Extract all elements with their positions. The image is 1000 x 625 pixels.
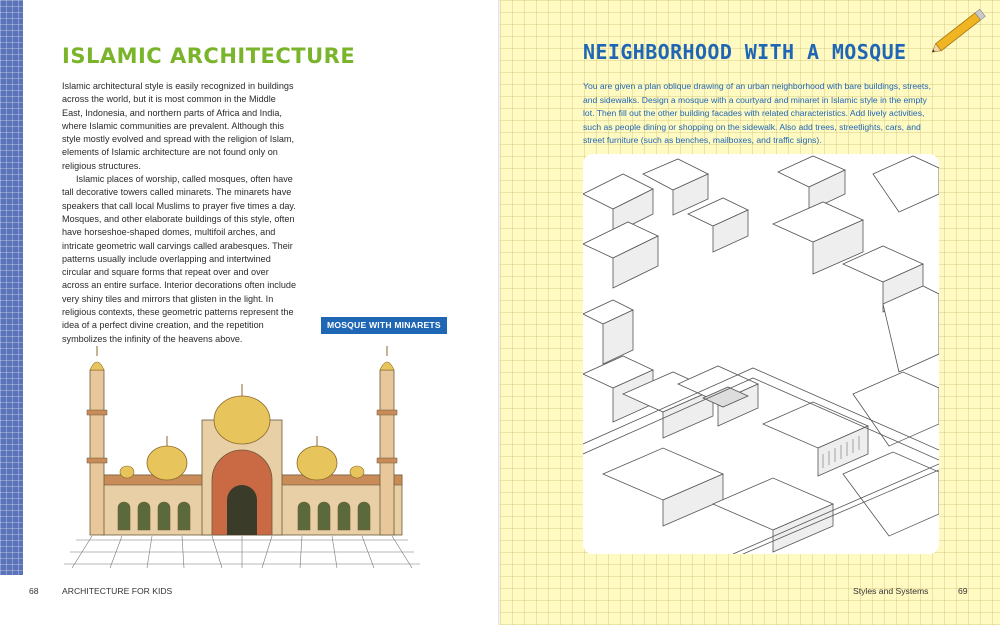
running-head-right: Styles and Systems: [853, 586, 929, 596]
left-body-text: [62, 80, 298, 346]
pencil-icon: [925, 0, 995, 62]
figure-caption: MOSQUE WITH MINARETS: [321, 317, 447, 334]
page-number-left: 68: [29, 586, 39, 596]
page-number-right: 69: [958, 586, 968, 596]
page-title-right: NEIGHBORHOOD WITH A MOSQUE: [583, 40, 907, 64]
paragraph-2: Islamic places of worship, called mosques, often have tall decorative towers called minarets. The minarets have speakers that call local Muslims to prayer five times a day. Mosques, and other elaborate buildings of this style, often have horseshoe-shaped domes, multifoil arches, and intricate geometric wall carvings called arabesques. Their patterns usually include overlapping and intertwined circular and square forms that repeat over and over across an entire surface. Interior decorations often include very shiny tiles and mirrors that glisten in the light. In religious contexts, these geometric patterns represent the idea of a perfect divine creation, and the repetition symbolizes the infinity of the heavens above.: [62, 174, 297, 344]
floor-grid: [64, 536, 420, 568]
page-title-left: ISLAMIC ARCHITECTURE: [62, 44, 356, 68]
mosque-illustration: [62, 340, 422, 570]
minaret-right: [377, 346, 397, 535]
minaret-left: [87, 346, 107, 535]
running-head-left: ARCHITECTURE FOR KIDS: [62, 586, 173, 596]
paragraph-1: Islamic architectural style is easily recognized in buildings across the world, but it is most common in the Middle East, Indonesia, and northern parts of Africa and India, where Islamic communities are prevalent. Although this style mostly evolved and spread with the religion of Islam, elements of Islamic architecture are not found only on religious structures.: [62, 81, 295, 171]
grid-strip-decoration: [0, 0, 23, 575]
neighborhood-drawing: [583, 154, 939, 554]
instructions-text: You are given a plan oblique drawing of an urban neighborhood with bare buildings, streets, and sidewalks. Design a mosque with a courtyard and minaret in Islamic style in the empty lot. Then fill out the other building facades with related characteristics. Add lively activities, such as people dining or shopping on the sidewalk. Also add trees, streetlights, cars, and street furniture (such as benches, mailboxes, and traffic signs).: [583, 81, 931, 146]
